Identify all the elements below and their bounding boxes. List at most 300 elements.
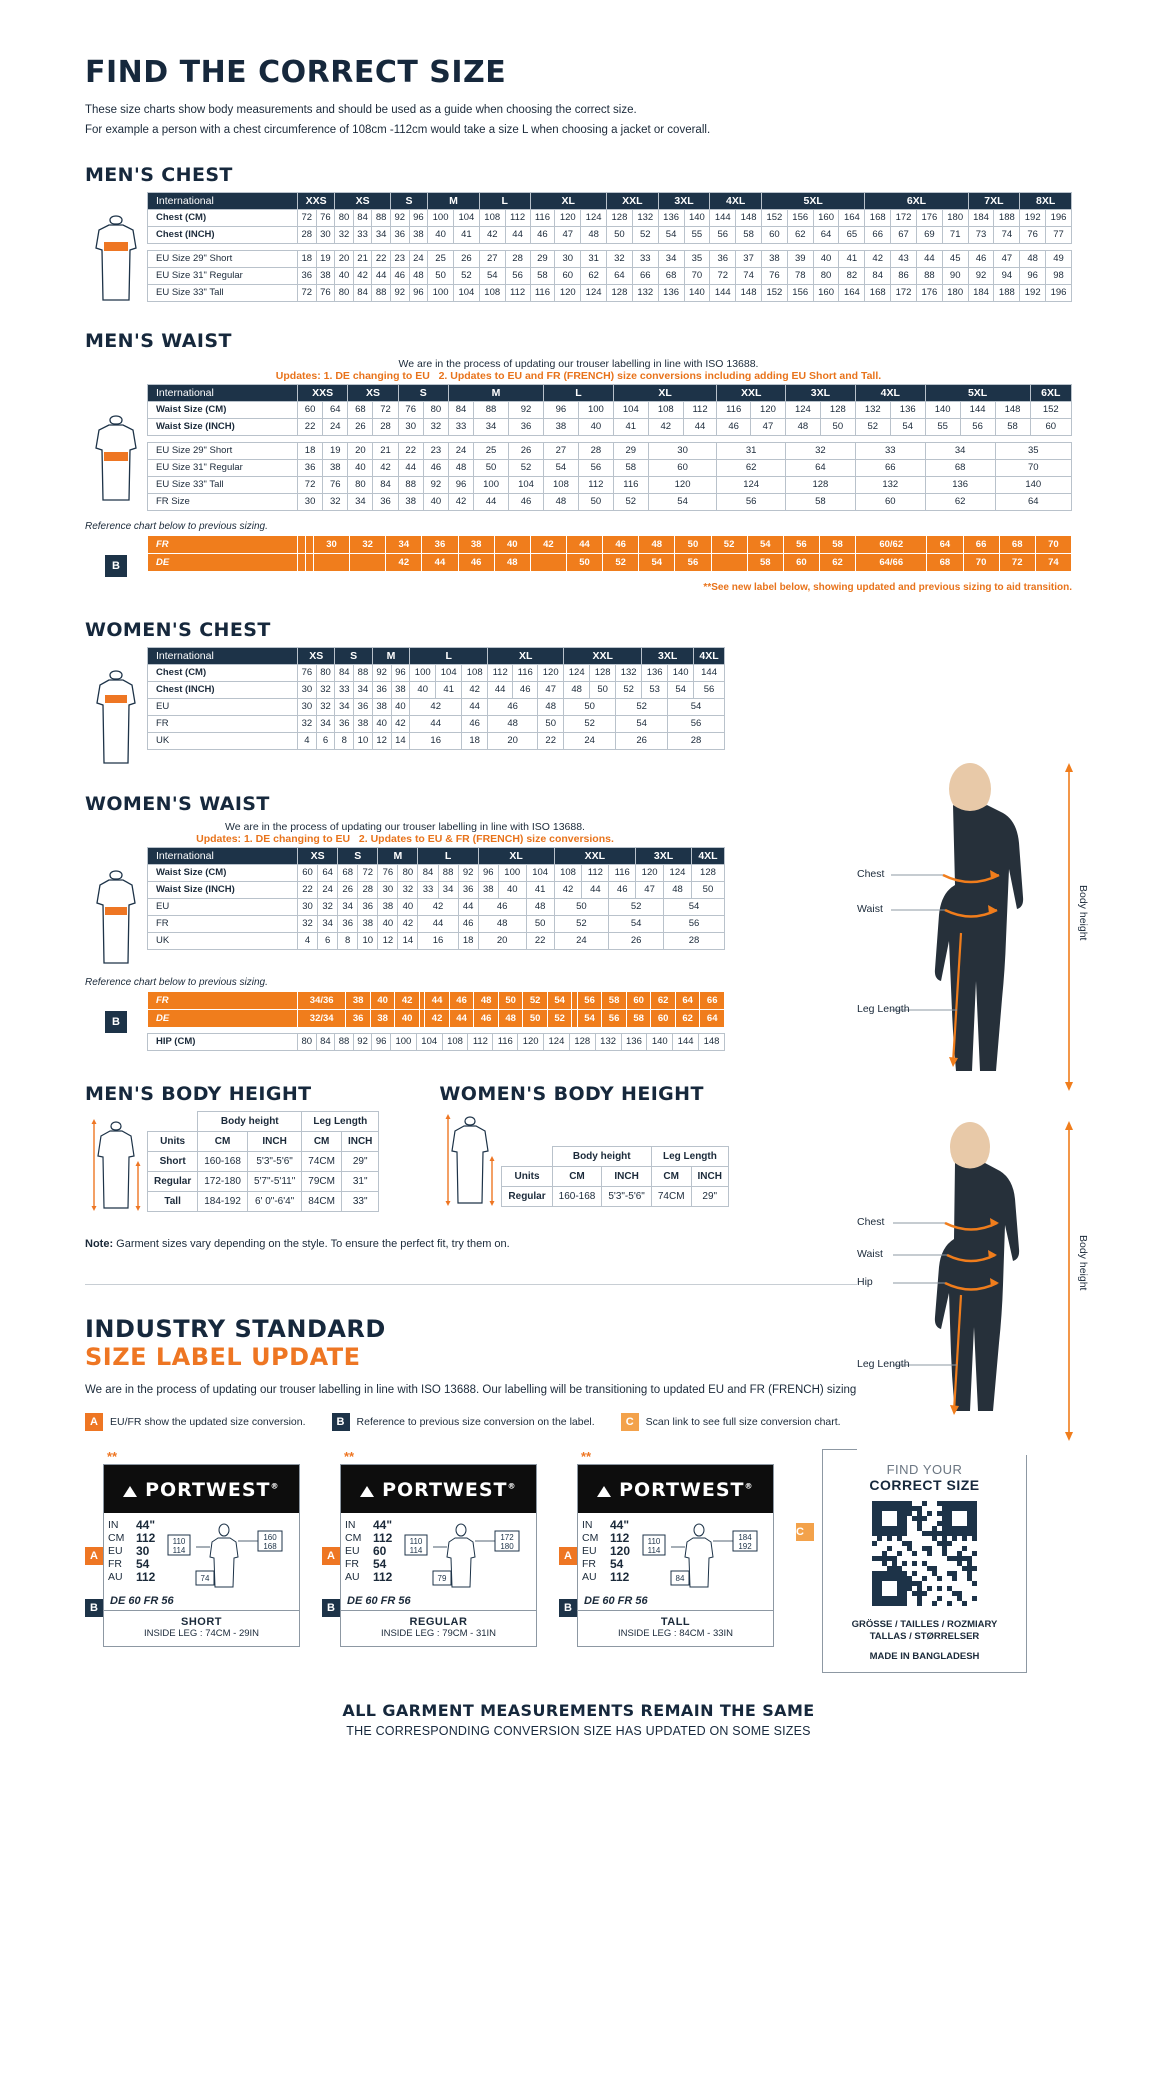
cell: 34 [348, 494, 373, 511]
label-measurements [345, 1519, 392, 1593]
cell: 100 [498, 865, 526, 882]
cell: 52 [616, 699, 668, 716]
female-torso-icon [90, 667, 142, 767]
cell: 136 [642, 665, 668, 682]
cell: 56 [675, 554, 711, 572]
cell: 136 [890, 402, 925, 419]
svg-text:74: 74 [200, 1574, 210, 1583]
cell: 62 [787, 227, 813, 244]
cell: 92 [353, 1034, 372, 1051]
cell: 28 [668, 733, 725, 750]
cell: 16 [418, 933, 458, 950]
legend-item-b: B Reference to previous size conversion on the label. [332, 1413, 595, 1431]
cell: 160 [813, 285, 839, 302]
cell: 56 [694, 682, 725, 699]
cell: 40 [348, 460, 373, 477]
cell: 20 [348, 443, 373, 460]
meas-key: CM [582, 1532, 599, 1544]
cell: 56 [668, 716, 725, 733]
cell: 67 [891, 227, 917, 244]
cell: 120 [751, 402, 786, 419]
cell: 65 [839, 227, 865, 244]
cell: 144 [710, 210, 736, 227]
cell: 29 [530, 251, 555, 268]
cell: 38 [323, 460, 348, 477]
cell: 25 [474, 443, 509, 460]
brand-name: PORTWEST® [104, 1479, 299, 1501]
row-label: UK [148, 933, 298, 950]
previous-size: DE 60 FR 56 [347, 1595, 411, 1607]
row-label: Waist Size (CM) [148, 865, 298, 882]
cell: 152 [761, 285, 787, 302]
cell: 58 [736, 227, 762, 244]
meas-value: 112 [610, 1531, 630, 1545]
cell: 34 [335, 699, 354, 716]
male-model-figure [857, 755, 1087, 1105]
cell: 144 [960, 402, 995, 419]
mens-chest-table [147, 192, 1072, 302]
cell: 136 [658, 285, 684, 302]
cell: 34 [438, 882, 458, 899]
brand-name: PORTWEST® [578, 1479, 773, 1501]
row-label: Regular [148, 1172, 198, 1192]
cell: 30 [313, 536, 349, 554]
cell: 48 [494, 554, 530, 572]
row-label: Waist Size (CM) [148, 402, 298, 419]
cell: 40 [423, 494, 448, 511]
cell: 124 [664, 865, 692, 882]
cell: 60/62 [856, 536, 927, 554]
cell: 48 [488, 716, 538, 733]
table-row [148, 716, 725, 733]
cell: 37 [736, 251, 762, 268]
table-row [148, 933, 725, 950]
cell: 5'3"-5'6" [602, 1187, 652, 1207]
cell: 19 [323, 443, 348, 460]
cell: 77 [1046, 227, 1072, 244]
cell: 176 [916, 210, 942, 227]
cell: 47 [538, 682, 564, 699]
svg-text:160: 160 [263, 1533, 277, 1542]
cell: 32 [323, 494, 348, 511]
brand-bar [104, 1465, 299, 1513]
cell: 88 [474, 402, 509, 419]
cell: 66 [865, 227, 891, 244]
female-leg-label: Leg Length [857, 1358, 910, 1370]
row-label: DE [148, 1010, 298, 1028]
cell: 104 [526, 865, 554, 882]
cell: 58 [626, 1010, 651, 1028]
cell [350, 554, 386, 572]
cell: 44 [422, 554, 458, 572]
womens-chest-block [85, 647, 725, 767]
cell: 46 [509, 494, 544, 511]
page-title: FIND THE CORRECT SIZE [85, 55, 507, 90]
table-row [148, 419, 1072, 436]
torso-waist-icon [90, 412, 142, 504]
cell: 60 [298, 865, 318, 882]
cell: 64 [607, 268, 633, 285]
cell: 21 [373, 443, 398, 460]
cell: 54 [543, 460, 578, 477]
table-row [148, 899, 725, 916]
cell: 44 [488, 682, 513, 699]
cell: 34/36 [298, 992, 346, 1010]
cell: 32 [316, 682, 335, 699]
table-row [148, 210, 1072, 227]
cell: 48 [474, 992, 499, 1010]
cell: 124 [581, 210, 607, 227]
meas-key: AU [345, 1571, 360, 1583]
footer-line-1: ALL GARMENT MEASUREMENTS REMAIN THE SAME [342, 1701, 815, 1720]
cell: 56 [602, 1010, 627, 1028]
label-measurements [582, 1519, 630, 1593]
meas-key: IN [108, 1519, 119, 1531]
womens-body-height-table: Body height Leg Length Units CM INCH CM INCH Regular 160-168 5'3"-5'6" 74CM 29" [501, 1146, 729, 1207]
cell: 79CM [302, 1172, 342, 1192]
meas-row [345, 1571, 392, 1584]
qr-line-3: GRÖSSE / TAILLES / ROZMIARY TALLAS / STØRRELSER [851, 1619, 998, 1642]
cell: 36 [710, 251, 736, 268]
cell: 92 [968, 268, 994, 285]
cell: 5'7"-5'11" [247, 1172, 301, 1192]
cell: 48 [564, 682, 590, 699]
cell: 41 [436, 682, 462, 699]
cell: 36 [338, 916, 358, 933]
cell: 56 [717, 494, 786, 511]
cell: 54 [479, 268, 505, 285]
label-box [103, 1464, 300, 1647]
cell: 66 [632, 268, 658, 285]
cell: 52 [523, 992, 548, 1010]
cell: 47 [555, 227, 581, 244]
cell: 62 [925, 494, 995, 511]
body-height-icon [90, 1116, 142, 1212]
cell: 71 [942, 227, 968, 244]
row-label: Short [148, 1152, 198, 1172]
meas-key: AU [582, 1571, 597, 1583]
cell: 44 [474, 494, 509, 511]
cell: 108 [479, 285, 505, 302]
row-label: HIP (CM) [148, 1034, 298, 1051]
cell: 46 [478, 899, 526, 916]
cell: 68 [658, 268, 684, 285]
cell: 70 [1035, 536, 1071, 554]
mens-body-height-table: Body height Leg Length Units CM INCH CM INCH Short 160-168 5'3"-5'6" 74CM 29" Regular 172-180 5'7"-5'11" 79CM 31" Tall 184-192 6' 0"-6'4" 84CM 33" [147, 1111, 379, 1212]
cell: 148 [736, 210, 762, 227]
female-body-height-label: Body height [1077, 1235, 1089, 1291]
cell: 46 [968, 251, 994, 268]
cell: 16 [410, 733, 462, 750]
mens-waist-ref-table [147, 535, 1072, 572]
row-label: FR [148, 716, 298, 733]
cell: 45 [942, 251, 968, 268]
cell: 33 [448, 419, 473, 436]
table-row [148, 665, 725, 682]
table-row [148, 402, 1072, 419]
cell: 60 [298, 402, 323, 419]
cell: 196 [1046, 285, 1072, 302]
cell: 32/34 [298, 1010, 346, 1028]
cell: 5'3"-5'6" [247, 1152, 301, 1172]
cell: 50 [428, 268, 454, 285]
cell: 96 [478, 865, 498, 882]
cell: 44 [566, 536, 602, 554]
cell: 88 [398, 477, 423, 494]
cell: 116 [613, 477, 648, 494]
meas-value: 54 [610, 1557, 624, 1571]
badge-a: A [322, 1547, 340, 1565]
cell: 38 [398, 494, 423, 511]
cell: 23 [423, 443, 448, 460]
cell: 132 [632, 210, 658, 227]
cell: 80 [813, 268, 839, 285]
cell: 38 [761, 251, 787, 268]
womens-body-height-block [439, 1083, 729, 1212]
cell: 108 [554, 865, 582, 882]
cell: 68 [348, 402, 373, 419]
brand-name: PORTWEST® [341, 1479, 536, 1501]
table-row [148, 1192, 379, 1212]
cell: 184 [968, 285, 994, 302]
cell: 30 [316, 227, 335, 244]
cell: 40 [370, 992, 395, 1010]
cell: 8 [338, 933, 358, 950]
torso-icon [90, 212, 142, 304]
cell: 64 [927, 536, 963, 554]
row-label: UK [148, 733, 298, 750]
cell: 74 [994, 227, 1020, 244]
meas-key: EU [345, 1545, 360, 1557]
row-label: Waist Size (INCH) [148, 419, 298, 436]
table-row [148, 443, 1072, 460]
mountain-icon [123, 1486, 137, 1497]
cell [305, 536, 313, 554]
fit-name: REGULAR [409, 1616, 468, 1628]
cell: 36 [509, 419, 544, 436]
cell: 30 [398, 419, 423, 436]
cell: 144 [694, 665, 725, 682]
cell: 144 [673, 1034, 699, 1051]
womens-body-height-heading: WOMEN'S BODY HEIGHT [439, 1083, 704, 1105]
cell: 112 [578, 477, 613, 494]
legend-item-a: A EU/FR show the updated size conversion. [85, 1413, 306, 1431]
label-body [341, 1513, 536, 1593]
cell: 124 [564, 665, 590, 682]
row-label: Chest (CM) [148, 665, 298, 682]
cell: 46 [530, 227, 555, 244]
meas-key: FR [582, 1558, 596, 1570]
table-row [148, 1172, 379, 1192]
cell: 56 [710, 227, 736, 244]
cell: 36 [354, 699, 373, 716]
female-hip-label: Hip [857, 1276, 873, 1288]
row-label: FR [148, 992, 298, 1010]
cell: 32 [316, 699, 335, 716]
cell: 26 [616, 733, 668, 750]
mens-chest-block [85, 192, 1072, 304]
cell: 32 [298, 716, 317, 733]
cell: 46 [474, 1010, 499, 1028]
cell: 34 [318, 916, 338, 933]
qr-line-4: MADE IN BANGLADESH [869, 1651, 980, 1662]
cell: 64 [813, 227, 839, 244]
previous-size: DE 60 FR 56 [584, 1595, 648, 1607]
cell: 30 [298, 899, 318, 916]
cell: 84CM [302, 1192, 342, 1212]
cell: 76 [398, 402, 423, 419]
cell: 30 [298, 699, 317, 716]
cell: 132 [855, 402, 890, 419]
svg-text:168: 168 [263, 1542, 277, 1551]
cell: 104 [453, 285, 479, 302]
mens-waist-block [85, 384, 1072, 511]
footer-line-2: THE CORRESPONDING CONVERSION SIZE HAS UPDATED ON SOME SIZES [346, 1724, 811, 1738]
cell: 132 [632, 285, 658, 302]
cell: 74 [736, 268, 762, 285]
cell: 136 [658, 210, 684, 227]
intro-line-1: These size charts show body measurements and should be used as a guide when choosing the correct size. [85, 104, 637, 116]
mens-waist-heading: MEN'S WAIST [85, 330, 232, 352]
badge-a: A [559, 1547, 577, 1565]
label-measurements [108, 1519, 155, 1593]
mountain-icon [360, 1486, 374, 1497]
cell: 40 [378, 916, 398, 933]
male-chest-label: Chest [857, 868, 885, 880]
previous-size: DE 60 FR 56 [110, 1595, 174, 1607]
cell: 10 [354, 733, 373, 750]
cell: 108 [479, 210, 505, 227]
cell: 14 [398, 933, 418, 950]
cell: 29" [341, 1152, 378, 1172]
cell: 48 [409, 268, 428, 285]
cell: 116 [609, 865, 636, 882]
cell: 108 [648, 402, 683, 419]
cell: 12 [378, 933, 398, 950]
cell: 92 [390, 210, 409, 227]
cell: 52 [509, 460, 544, 477]
cell: 40 [494, 536, 530, 554]
cell: 52 [547, 1010, 572, 1028]
cell: 20 [488, 733, 538, 750]
womens-waist-figure [85, 847, 147, 967]
cell: 30 [648, 443, 717, 460]
womens-chest-table: International XS S M L XL XXL 3XL 4XL Chest (CM) 76 80 84 88 92 96 100 104 108 112 116 120 124 128 132 136 140 144 Chest (INCH) 30 32 33 34 36 38 40 41 42 44 46 47 48 50 52 53 54 56 EU 30 32 34 36 38 40 42 44 46 48 50 52 54 FR 32 34 36 38 40 42 44 46 48 50 52 54 56 UK 4 6 8 10 12 14 16 18 20 22 24 26 28 [147, 647, 725, 750]
badge-c: C [621, 1413, 639, 1431]
cell: 42 [425, 1010, 450, 1028]
cell: 36 [298, 460, 323, 477]
cell: 42 [373, 460, 398, 477]
cell: 35 [995, 443, 1071, 460]
cell: 52 [855, 419, 890, 436]
male-body-height-label: Body height [1077, 885, 1089, 941]
cell: 20 [335, 251, 354, 268]
cell: 24 [323, 419, 348, 436]
cell: 42 [865, 251, 891, 268]
meas-key: EU [108, 1545, 123, 1557]
row-label: EU Size 29" Short [148, 443, 298, 460]
table-row [148, 251, 1072, 268]
cell: 42 [554, 882, 582, 899]
cell: 188 [994, 210, 1020, 227]
male-waist-label: Waist [857, 903, 883, 915]
cell: 42 [353, 268, 372, 285]
cell: 34 [386, 536, 422, 554]
cell: 128 [569, 1034, 595, 1051]
mens-waist-ref-block [85, 535, 1072, 577]
meas-key: AU [108, 1571, 123, 1583]
brand-bar [578, 1465, 773, 1513]
cell: 44 [458, 899, 478, 916]
cell: 50 [538, 716, 564, 733]
cell: 30 [378, 882, 398, 899]
cell: 184-192 [198, 1192, 248, 1212]
cell: 46 [423, 460, 448, 477]
cell: 34 [658, 251, 684, 268]
cell: 108 [543, 477, 578, 494]
cell: 60 [626, 992, 651, 1010]
cell: 88 [354, 665, 373, 682]
cell: 50 [564, 699, 616, 716]
cell: 94 [994, 268, 1020, 285]
cell: 34 [372, 227, 391, 244]
badge-b: B [322, 1599, 340, 1617]
cell: 24 [564, 733, 616, 750]
cell: 22 [526, 933, 554, 950]
cell: 22 [298, 882, 318, 899]
cell: 96 [409, 210, 428, 227]
cell: 76 [761, 268, 787, 285]
table-row [148, 268, 1072, 285]
qr-code-icon[interactable] [872, 1501, 977, 1606]
cell: 48 [448, 460, 473, 477]
cell: 28 [298, 227, 317, 244]
cell: 6' 0"-6'4" [247, 1192, 301, 1212]
cell: 82 [839, 268, 865, 285]
label-footer [341, 1610, 536, 1646]
cell: 54 [664, 899, 725, 916]
womens-waist-ref-table [147, 991, 725, 1028]
cell: 100 [578, 402, 613, 419]
cell: 36 [358, 899, 378, 916]
svg-text:110: 110 [647, 1537, 660, 1546]
svg-text:192: 192 [737, 1542, 752, 1551]
qr-card-wrapper [796, 1449, 1027, 1673]
cell: 42 [410, 699, 462, 716]
table-row [148, 227, 1072, 244]
label-footer [104, 1610, 299, 1646]
cell: 84 [865, 268, 891, 285]
cell: 30 [298, 682, 317, 699]
row-label: Chest (INCH) [148, 227, 298, 244]
cell: 64 [995, 494, 1071, 511]
badge-c: C [796, 1523, 814, 1541]
cell: 48 [526, 899, 554, 916]
cell: 56 [664, 916, 725, 933]
svg-text:180: 180 [500, 1542, 514, 1551]
meas-key: IN [345, 1519, 356, 1531]
cell: 88 [916, 268, 942, 285]
cell: 132 [595, 1034, 621, 1051]
table-row [148, 460, 1072, 477]
cell: 48 [1020, 251, 1046, 268]
cell: 32 [398, 882, 418, 899]
cell: 156 [787, 210, 813, 227]
cell: 34 [316, 716, 335, 733]
row-label: EU Size 31" Regular [148, 268, 298, 285]
cell: 27 [479, 251, 505, 268]
cell: 148 [736, 285, 762, 302]
